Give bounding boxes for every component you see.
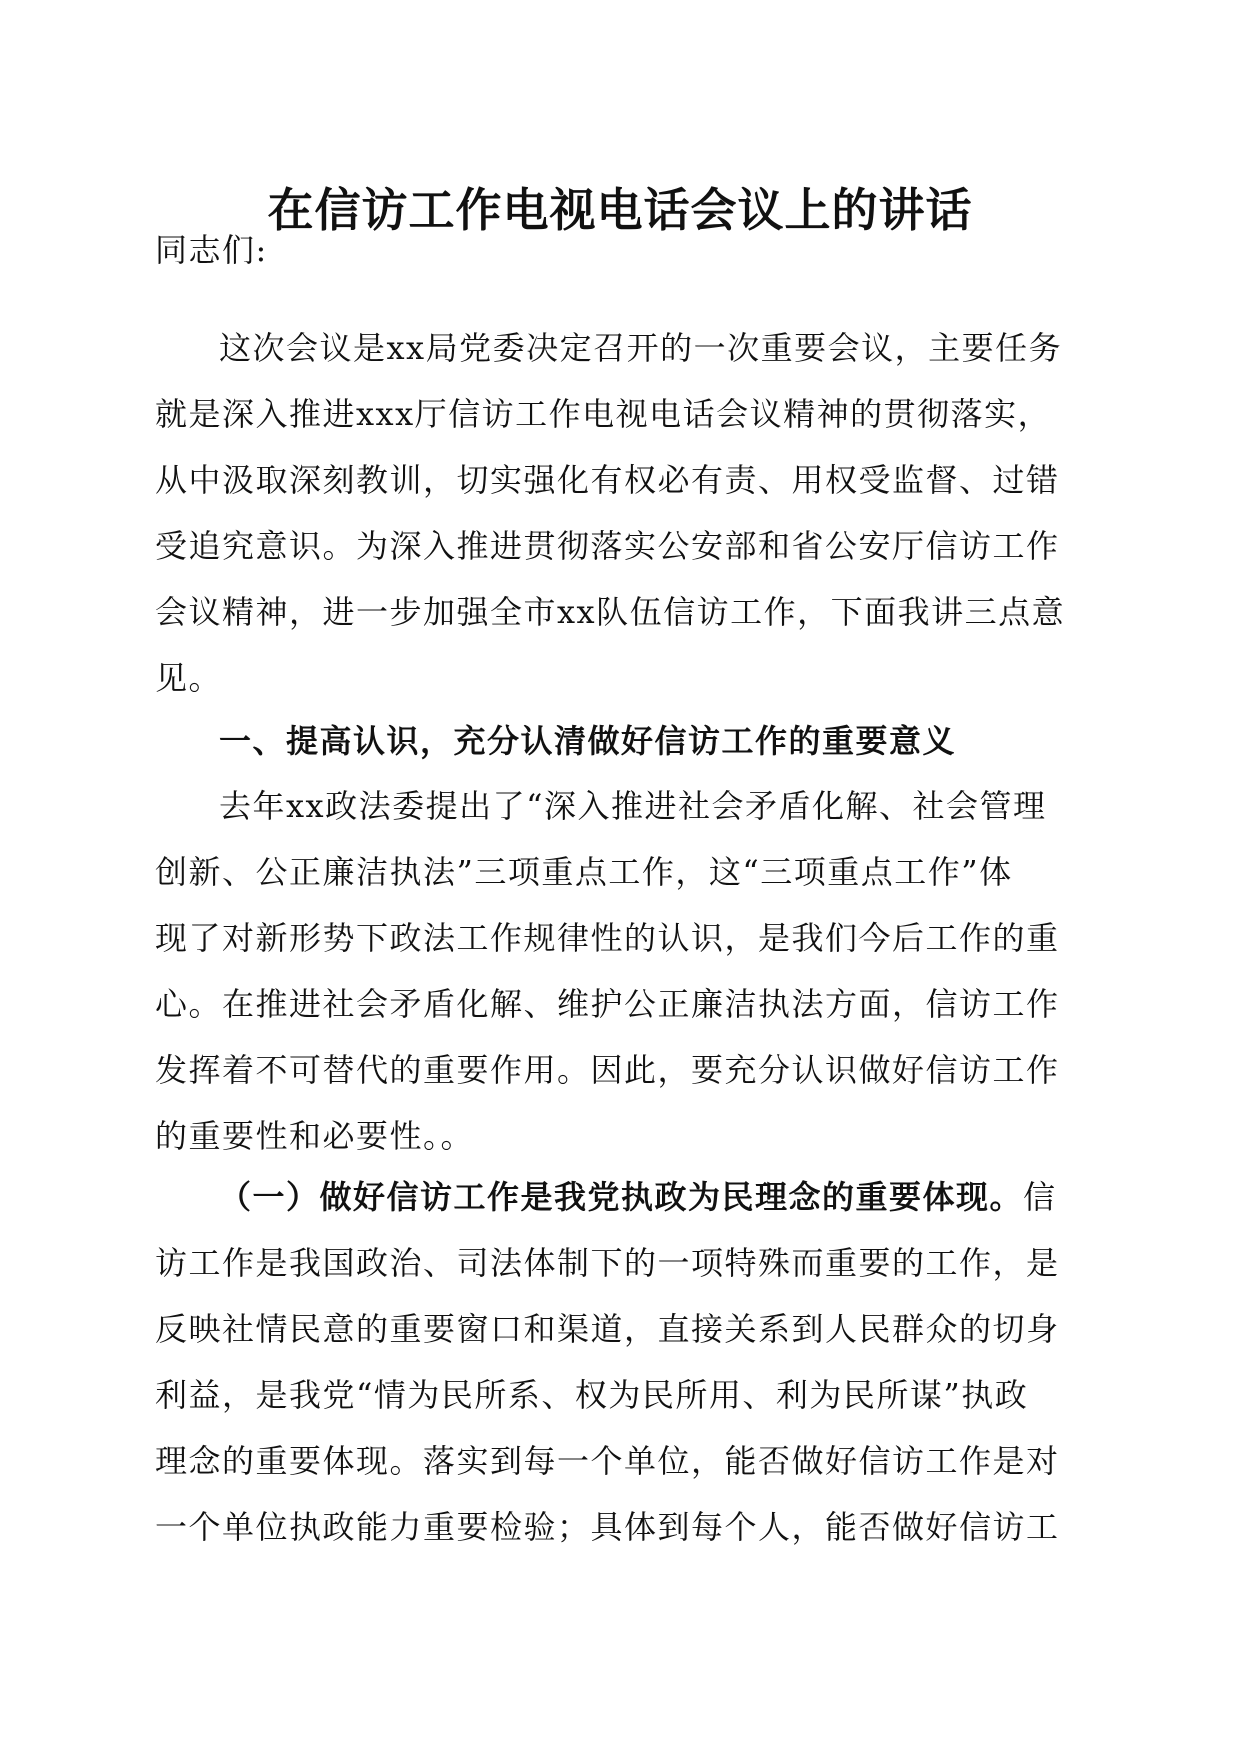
paragraph-line: 会议精神，进一步加强全市xx队伍信访工作，下面我讲三点意: [155, 593, 1066, 631]
paragraph-line: 心。在推进社会矛盾化解、维护公正廉洁执法方面，信访工作: [155, 985, 1060, 1023]
paragraph-line: 反映社情民意的重要窗口和渠道，直接关系到人民群众的切身: [155, 1310, 1060, 1348]
paragraph-section-1: [155, 773, 1085, 1169]
paragraph-line: 利益，是我党“情为民所系、权为民所用、利为民所谋”执政: [155, 1376, 1029, 1414]
paragraph-line: 理念的重要体现。落实到每一个单位，能否做好信访工作是对: [155, 1442, 1060, 1480]
paragraph-line: 从中汲取深刻教训，切实强化有权必有责、用权受监督、过错: [155, 461, 1060, 499]
paragraph-line: 见。: [155, 659, 223, 697]
paragraph-line: 发挥着不可替代的重要作用。因此，要充分认识做好信访工作: [155, 1051, 1060, 1089]
paragraph-line: 现了对新形势下政法工作规律性的认识，是我们今后工作的重: [155, 919, 1060, 957]
paragraph-line: 访工作是我国政治、司法体制下的一项特殊而重要的工作，是: [155, 1244, 1060, 1282]
paragraph-line: 的重要性和必要性。。: [155, 1117, 475, 1155]
paragraph-line: 一个单位执政能力重要检验；具体到每个人，能否做好信访工: [155, 1508, 1060, 1546]
first-line-rest: 信: [1023, 1178, 1057, 1216]
paragraph-line: 创新、公正廉洁执法”三项重点工作，这“三项重点工作”体: [155, 853, 1013, 891]
document-title: 在信访工作电视电话会议上的讲话: [267, 183, 973, 237]
section-heading-1: 一、提高认识，充分认清做好信访工作的重要意义: [219, 722, 957, 760]
greeting: 同志们:: [155, 231, 268, 269]
paragraph-line: 就是深入推进xxx厅信访工作电视电话会议精神的贯彻落实，: [155, 395, 1052, 433]
paragraph-first-line: [155, 1164, 1085, 1230]
paragraph-line: 去年xx政法委提出了“深入推进社会矛盾化解、社会管理: [219, 787, 1047, 825]
paragraph-line: 这次会议是xx局党委决定召开的一次重要会议，主要任务: [219, 329, 1063, 367]
paragraph-line: 受追究意识。为深入推进贯彻落实公安部和省公安厅信访工作: [155, 527, 1060, 565]
paragraph-subsection-1: [155, 1164, 1085, 1560]
subsection-heading: （一）做好信访工作是我党执政为民理念的重要体现。: [219, 1178, 1024, 1216]
paragraph-intro: [155, 315, 1085, 711]
